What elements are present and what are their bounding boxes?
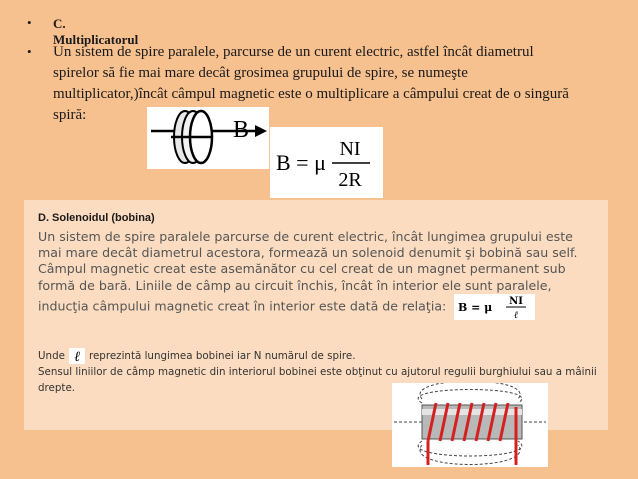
section-c-title: C. Multiplicatorul: [53, 16, 139, 47]
field-b-label: B: [233, 117, 250, 143]
length-symbol-glyph: ℓ: [74, 349, 80, 364]
solenoid-formula-denominator: ℓ: [514, 309, 519, 320]
solenoid-figure: [392, 383, 548, 467]
note-prefix: Unde: [38, 350, 65, 362]
bullet-marker: •: [27, 15, 32, 30]
multiplicator-formula: [270, 127, 383, 198]
solenoid-title: D. Solenoidul (bobina): [38, 212, 155, 224]
solenoid-description: [38, 229, 598, 320]
note-rest: reprezintă lungimea bobinei iar N numărul de spire.: [88, 350, 356, 362]
solenoid-formula-numerator: NI: [509, 295, 524, 307]
formula-lhs: B = μ: [276, 150, 326, 175]
formula-denominator: 2R: [338, 169, 362, 191]
solenoid-formula-lhs: B = μ: [458, 300, 493, 314]
solenoid-formula: [454, 294, 535, 320]
multiplicator-coil-figure: [147, 107, 269, 169]
solenoid-body-text: Un sistem de spire paralele parcurse de curent electric, încât lungimea grupului este mai mare decât diametrul acestora, formează un solenoid denumit şi bobină sau self. Câmpul magnetic creat este asemănător cu cel creat de un magnet permanent sub formă de bară. Liniile de câmp au circuit închis, încât în interior ele sunt paralele, inducţia câmpului magnetic creat în interior este dată de relaţia:: [38, 229, 578, 314]
multiplicator-definition-text: Un sistem de spire paralele, parcurse de un curent electric, astfel încât diametrul spirelor să fie mai mare decât grosimea grupului de spire, se numeşte multiplicator,)încât câmpul magnetic este o multiplicare a câmpului creat de o singură spiră:: [53, 44, 569, 123]
note-line2: Sensul liniilor de câmp magnetic din interiorul bobinei este obţinut cu ajutorul regulii burghiului sau a mâinii drepte.: [38, 366, 597, 394]
length-symbol: [69, 348, 85, 364]
bullet-marker: •: [27, 44, 32, 59]
formula-numerator: NI: [339, 138, 361, 160]
